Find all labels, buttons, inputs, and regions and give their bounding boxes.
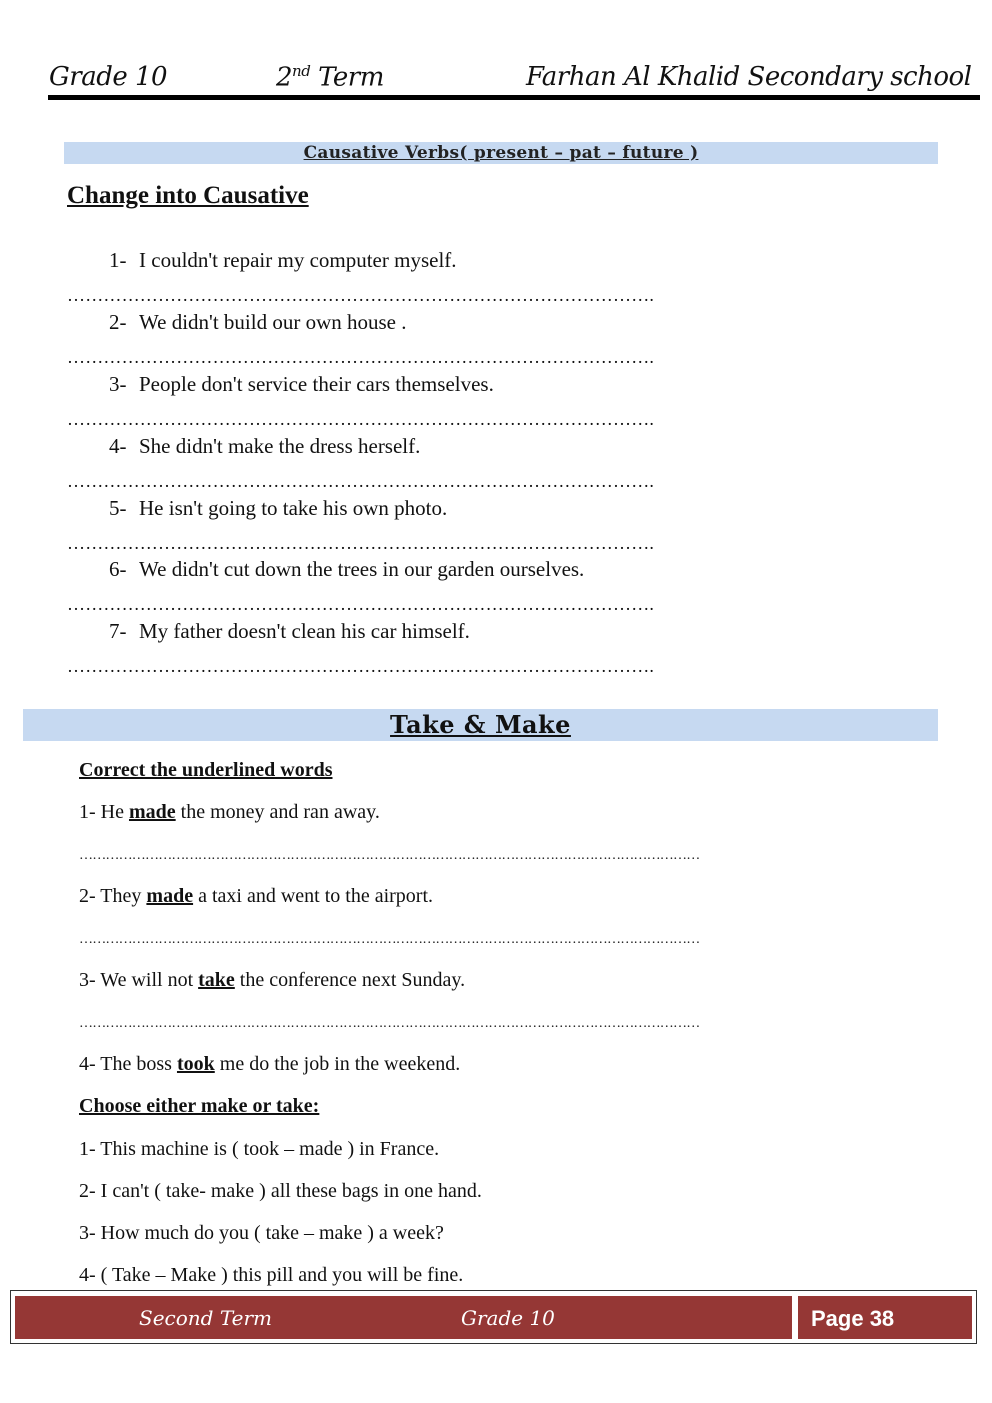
answer-line[interactable]: ……………………………………………………………………………………. [67, 409, 655, 429]
footer-bar [15, 1296, 792, 1339]
item-text: me do the job in the weekend. [214, 1053, 461, 1075]
causative-question [109, 372, 494, 397]
answer-line[interactable]: ……………………………………………………………………………………. [67, 594, 655, 614]
question-number: 4- [109, 434, 127, 458]
question-number: 2- [109, 310, 127, 334]
question-number: 1- [109, 248, 127, 272]
correct-item [79, 969, 465, 992]
choose-item: 2- I can't ( take- make ) all these bags in one hand. [79, 1180, 482, 1202]
item-text: 4- The boss [79, 1053, 177, 1075]
item-text: 2- They [79, 885, 147, 907]
question-number: 7- [109, 619, 127, 643]
footer-grade: Grade 10 [461, 1306, 555, 1330]
question-text: She didn't make the dress herself. [139, 434, 421, 458]
correct-item [79, 1053, 460, 1076]
header-school: Farhan Al Khalid Secondary school [526, 62, 972, 92]
causative-question [109, 557, 584, 582]
footer-page-number: Page 38 [811, 1306, 895, 1331]
header-term-number: 2 [276, 62, 293, 93]
causative-question [109, 310, 406, 335]
question-text: My father doesn't clean his car himself. [139, 619, 470, 643]
header-term-word: Term [318, 62, 384, 93]
causative-banner-text: Causative Verbs( present – pat – future ) [303, 143, 699, 163]
answer-line[interactable]: ……………………………………………………………………………………. [67, 285, 655, 305]
item-text: the conference next Sunday. [234, 969, 466, 991]
answer-line[interactable]: ……………………………………………………………………………………. [67, 347, 655, 367]
causative-question [109, 496, 447, 521]
question-text: He isn't going to take his own photo. [139, 496, 448, 520]
answer-line[interactable]: ……………………………………………………………………………………. [67, 533, 655, 553]
choose-item: 4- ( Take – Make ) this pill and you will be fine. [79, 1264, 464, 1286]
underlined-word: took [176, 1053, 215, 1075]
underlined-word: take [198, 969, 235, 991]
choose-item: 1- This machine is ( took – made ) in France. [79, 1138, 440, 1160]
answer-line[interactable]: ……………………………………………………………………………………. [67, 471, 655, 491]
take-make-banner-text: Take & Make [390, 710, 571, 739]
causative-question [109, 434, 420, 459]
item-text: 1- He [79, 801, 129, 823]
take-make-banner [23, 709, 938, 741]
answer-line[interactable]: …………………………………………………………………………………………………………………………… [79, 1016, 700, 1031]
causative-banner [64, 142, 938, 164]
footer-term: Second Term [139, 1306, 272, 1330]
underlined-word: made [146, 885, 194, 907]
choose-heading: Choose either make or take: [79, 1095, 320, 1117]
answer-line[interactable]: …………………………………………………………………………………………………………………………… [79, 932, 700, 947]
underlined-word: made [128, 801, 176, 823]
header-grade: Grade 10 [49, 62, 168, 92]
causative-heading: Change into Causative [67, 182, 309, 209]
question-number: 6- [109, 557, 127, 581]
answer-line[interactable]: …………………………………………………………………………………………………………………………… [79, 848, 700, 863]
question-text: People don't service their cars themselves. [139, 372, 494, 396]
choose-item: 3- How much do you ( take – make ) a week? [79, 1222, 444, 1244]
question-text: We didn't build our own house . [139, 310, 407, 334]
correct-item [79, 885, 433, 908]
item-text: 3- We will not [79, 969, 199, 991]
answer-line[interactable]: ……………………………………………………………………………………. [67, 656, 655, 676]
question-text: We didn't cut down the trees in our garden ourselves. [139, 557, 585, 581]
question-number: 5- [109, 496, 127, 520]
question-text: I couldn't repair my computer myself. [139, 248, 457, 272]
header-rule [48, 95, 980, 100]
header-term-suffix: nd [292, 62, 311, 80]
causative-question [109, 248, 457, 273]
question-number: 3- [109, 372, 127, 396]
header-term [276, 62, 384, 93]
causative-question [109, 619, 470, 644]
correct-item [79, 801, 380, 824]
item-text: the money and ran away. [175, 801, 380, 823]
correct-heading: Correct the underlined words [79, 759, 333, 781]
item-text: a taxi and went to the airport. [193, 885, 433, 907]
